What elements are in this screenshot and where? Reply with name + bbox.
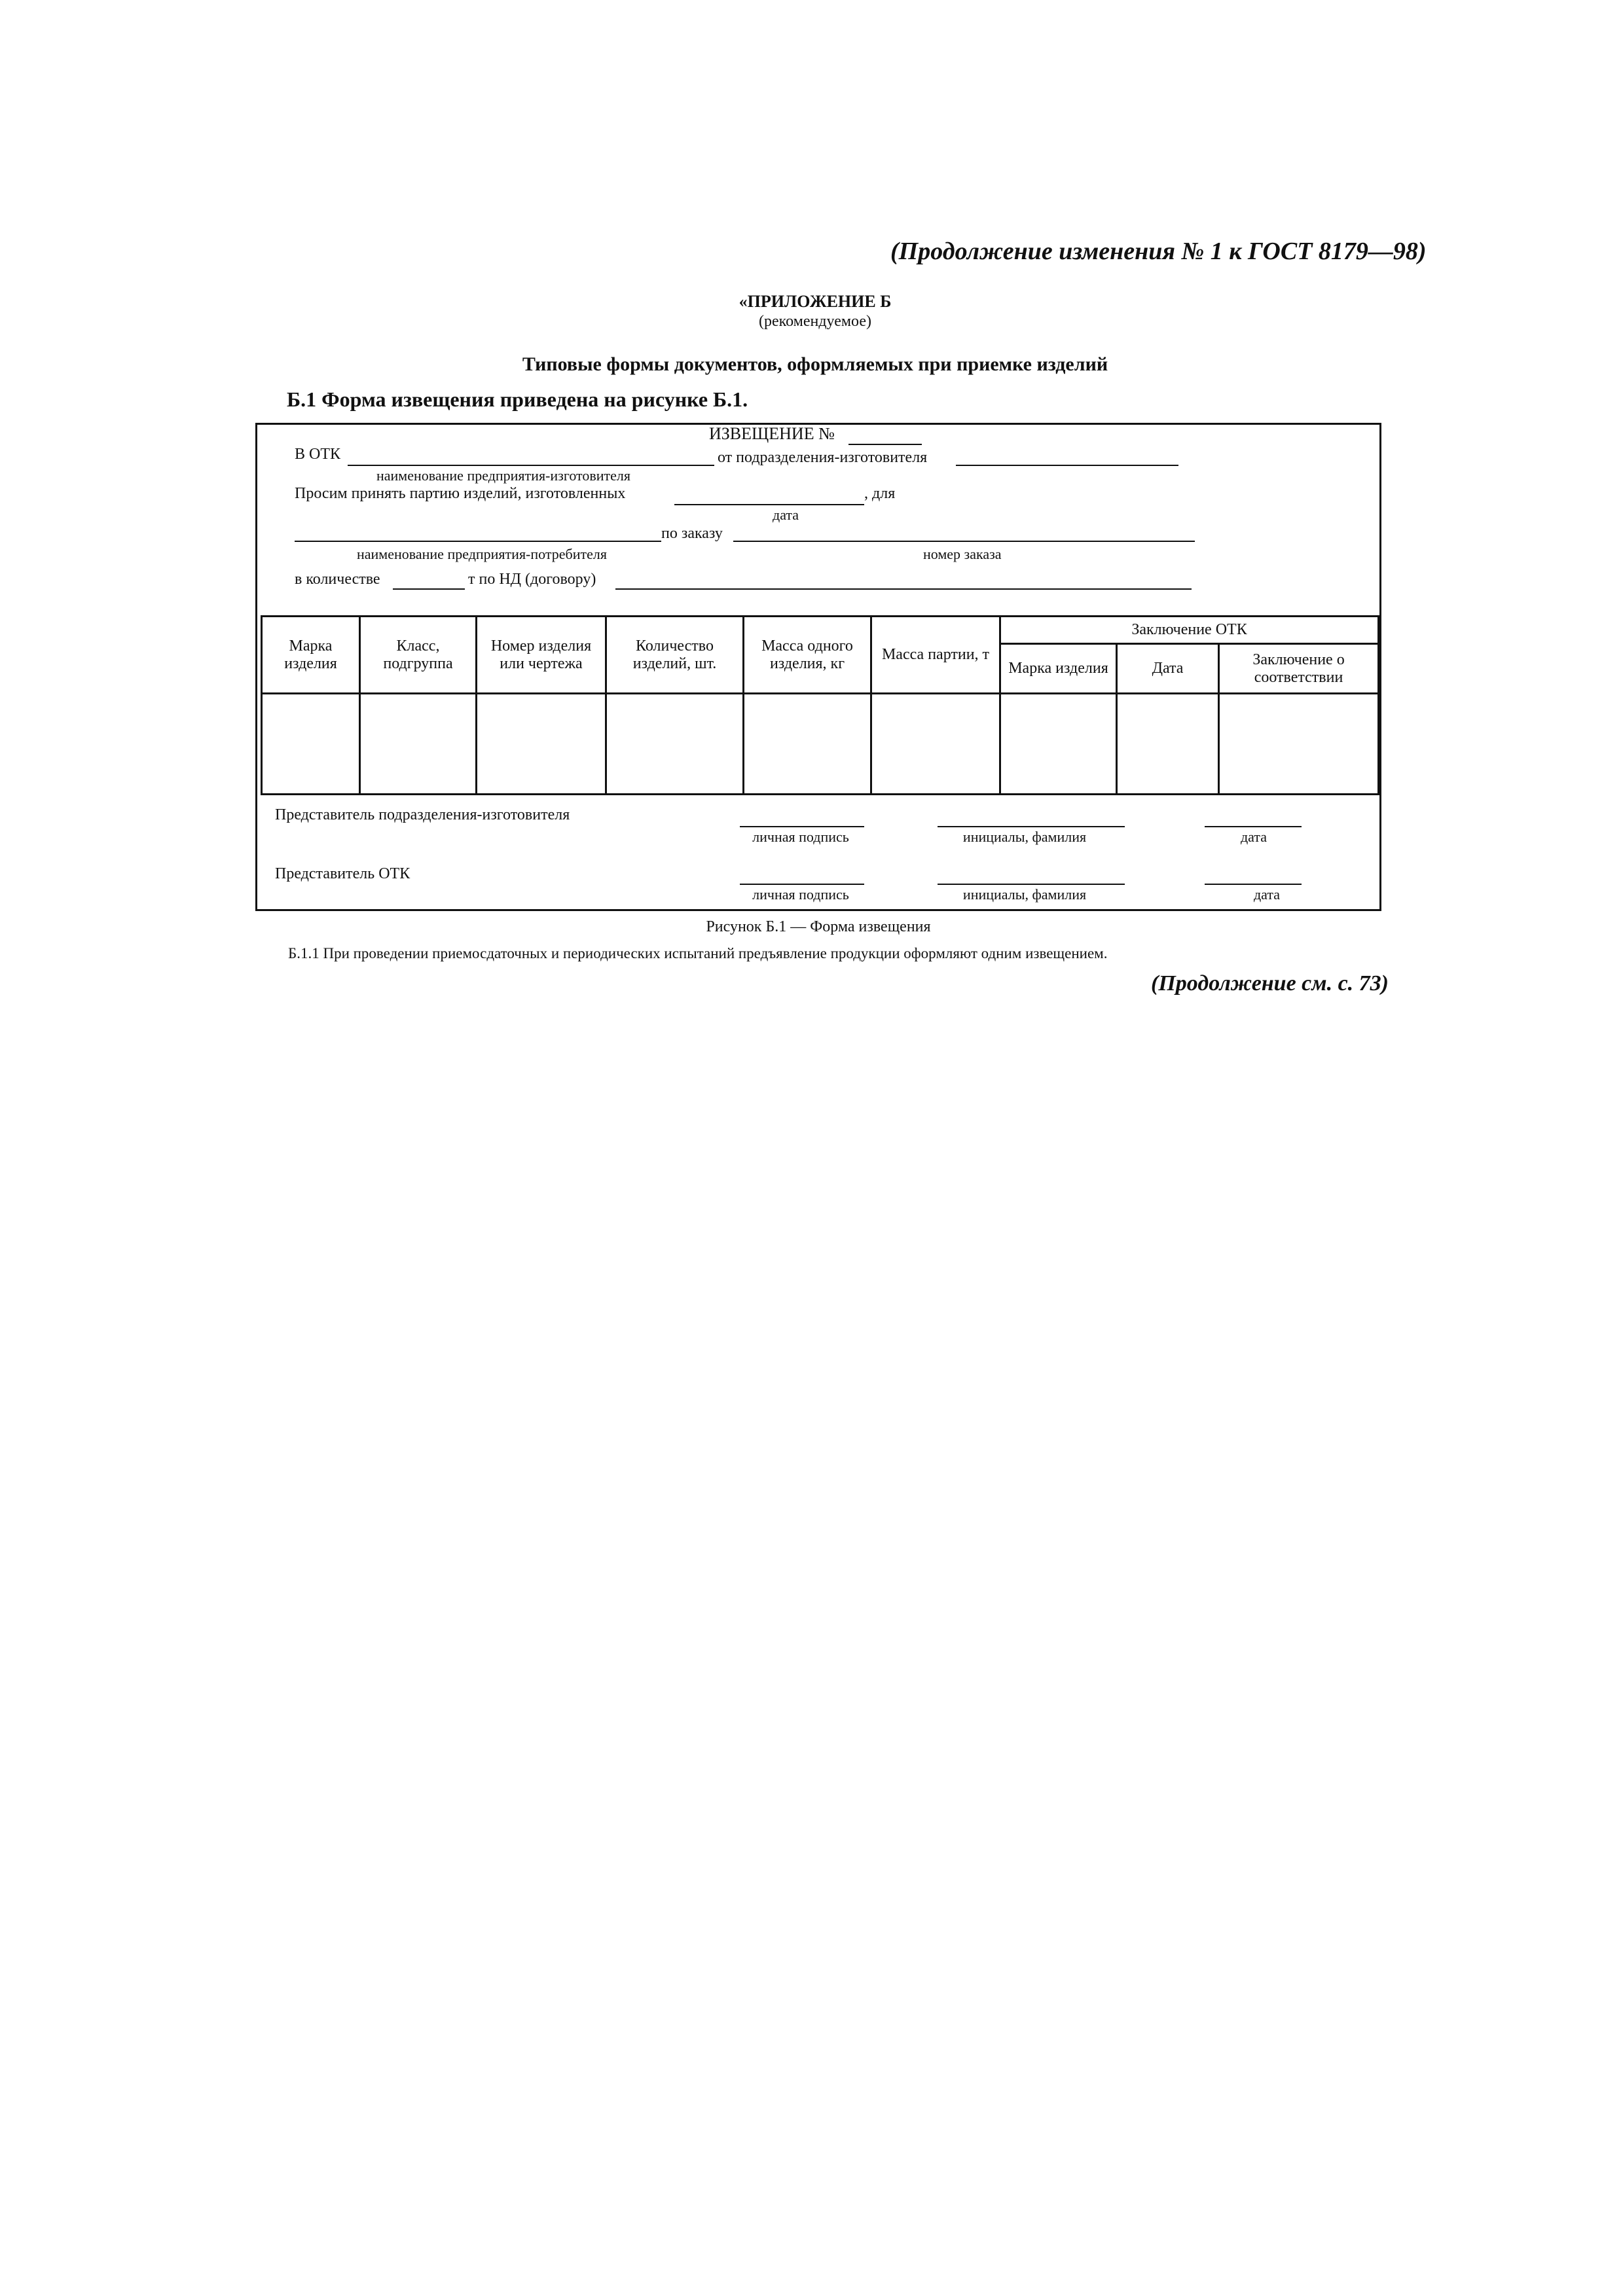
rep-division-label: Представитель подразделения-изготовителя (275, 806, 570, 823)
appendix-title: «ПРИЛОЖЕНИЕ Б (739, 292, 892, 311)
appendix-heading: Типовые формы документов, оформляемых при приемке изделий (522, 353, 1108, 375)
sig-caption-1: личная подпись (752, 829, 849, 845)
date-caption-2: дата (1253, 886, 1281, 903)
order-line (733, 541, 1195, 542)
date-line-2 (1205, 884, 1302, 885)
notice-number-line (848, 444, 922, 445)
col-header-number: Номер изделия или чертежа (477, 617, 606, 694)
manufacture-date-line (674, 504, 864, 505)
consumer-caption: наименование предприятия-потребителя (357, 546, 607, 562)
order-number-caption: номер заказа (923, 546, 1002, 562)
otk-line (348, 465, 714, 466)
quantity-line (393, 588, 465, 590)
consumer-line (295, 541, 661, 542)
date-caption: дата (773, 507, 799, 523)
col-header-grade: Марка изделия (262, 617, 360, 694)
manufacturer-caption: наименование предприятия-изготовителя (376, 467, 630, 484)
sig-line-2 (740, 884, 864, 885)
quantity-text: в количестве (295, 571, 380, 588)
col-header-otk-group: Заключение ОТК (1000, 617, 1379, 644)
nd-text: т по НД (договору) (468, 571, 596, 588)
sig-caption-2: личная подпись (752, 886, 849, 903)
continued-note: (Продолжение см. с. 73) (1151, 971, 1389, 996)
from-division-label: от подразделения-изготовителя (718, 449, 928, 466)
date-line-1 (1205, 826, 1302, 827)
col-header-class: Класс, подгруппа (360, 617, 477, 694)
figure-caption: Рисунок Б.1 — Форма извещения (706, 918, 931, 935)
col-header-quantity: Количество изделий, шт. (606, 617, 744, 694)
col-header-otk-date: Дата (1117, 644, 1219, 694)
date-caption-1: дата (1240, 829, 1267, 845)
continuation-header: (Продолжение изменения № 1 к ГОСТ 8179—98) (890, 238, 1427, 265)
name-caption-1: инициалы, фамилия (962, 829, 1087, 845)
request-text: Просим принять партию изделий, изготовленных (295, 485, 626, 502)
to-otk-label: В ОТК (295, 446, 341, 463)
rep-otk-label: Представитель ОТК (275, 865, 410, 882)
division-line (956, 465, 1178, 466)
section-b1: Б.1 Форма извещения приведена на рисунке Б.1. (287, 387, 748, 411)
for-text: , для (864, 485, 896, 502)
nd-line (615, 588, 1192, 590)
note-b11: Б.1.1 При проведении приемосдаточных и периодических испытаний предъявление продукции оформляют одним извещением. (288, 945, 1108, 961)
form-title: ИЗВЕЩЕНИЕ № (709, 424, 835, 443)
col-header-batch-mass: Масса партии, т (871, 617, 1000, 694)
name-line-2 (938, 884, 1125, 885)
col-header-otk-conformity: Заключение о соответствии (1219, 644, 1379, 694)
otk-table (261, 615, 1379, 795)
sig-line-1 (740, 826, 864, 827)
by-order-label: по заказу (661, 525, 723, 542)
appendix-subtitle: (рекомендуемое) (759, 313, 871, 330)
name-line-1 (938, 826, 1125, 827)
name-caption-2: инициалы, фамилия (962, 886, 1087, 903)
col-header-otk-grade: Марка изделия (1000, 644, 1117, 694)
table-row (262, 694, 1379, 795)
col-header-unit-mass: Масса одного изделия, кг (744, 617, 871, 694)
